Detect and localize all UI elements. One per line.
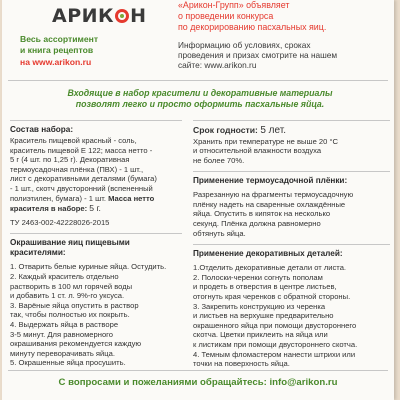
mass-line-label: красителя в наборе: xyxy=(10,204,88,214)
dyeing-step: 3. Варёные яйца опустить в раствор xyxy=(10,300,139,310)
contest-title xyxy=(178,0,390,33)
divider xyxy=(10,233,182,234)
decor-step: точки на поверхность яйца. xyxy=(193,359,290,369)
shelf-life-label: Срок годности: xyxy=(193,125,258,135)
contest-title-line: о проведении конкурса xyxy=(178,11,274,21)
mass-line xyxy=(10,203,182,214)
decor-step: 3. Закрепить конструкцию из черенка xyxy=(193,301,326,311)
decor-step: и листьев на верхушке предварительно xyxy=(193,311,334,321)
composition-line: - 1 шт., скотч двусторонний (вспененный xyxy=(10,183,153,193)
divider xyxy=(8,370,388,371)
contest-description xyxy=(178,40,390,71)
contest-announcement xyxy=(178,0,390,71)
decor-step: 1.Отделить декоративные детали от листа. xyxy=(193,263,347,273)
intro-line: позволят легко и просто оформить пасхальные яйца. xyxy=(75,99,325,109)
storage-line: не более 70%. xyxy=(193,155,245,165)
divider xyxy=(193,244,390,245)
intro-line: Входящие в набор красители и декоративные материалы xyxy=(67,88,333,98)
footer-contact xyxy=(2,377,394,388)
decor-step: 2. Полоски-черенки согнуть пополам xyxy=(193,272,323,282)
storage-line: и относительной влажности воздуха xyxy=(193,146,322,156)
divider xyxy=(193,171,390,172)
composition-line: краситель пищевой Е 122; масса нетто - xyxy=(10,145,153,155)
decor-step: окрашенного яйца при помощи двустороннего xyxy=(193,320,357,330)
dyeing-step: 5. Окрашенные яйца просушить. xyxy=(10,358,126,368)
dyeing-step: минуту переворачивать яйца. xyxy=(10,348,115,358)
dyeing-step: 4. Выдержать яйца в растворе xyxy=(10,319,119,329)
decor-step: отогнуть края черенков с обратной стороны. xyxy=(193,292,351,302)
decor-step: скотча. Цветки приклеить на яйца или xyxy=(193,330,328,340)
logo-o-icon xyxy=(115,9,129,23)
dyeing-step: так, чтобы полностью их покрыть. xyxy=(10,310,130,320)
composition-title: Состав набора: xyxy=(10,125,74,134)
mass-value: 5 г. xyxy=(89,203,101,214)
shelf-life xyxy=(193,125,390,137)
brand-tagline-2: и книга рецептов xyxy=(20,45,94,55)
composition-line: полиэтилен, бумага) - 1 шт. xyxy=(10,193,106,203)
film-text xyxy=(193,190,390,238)
footer-email-link[interactable]: info@arikon.ru xyxy=(269,377,338,388)
brand-block xyxy=(2,0,162,78)
dyeing-step: 1. Отварить белые куриные яйца. Остудить. xyxy=(10,262,167,272)
film-title: Применение термоусадочной плёнки: xyxy=(193,176,348,186)
film-line: плёнку надеть на сваренные охлаждённые xyxy=(193,199,346,209)
dyeing-title-line: Окрашивание яиц пищевыми xyxy=(10,238,130,248)
composition-line-mass xyxy=(10,194,182,204)
composition-line: термоусадочная плёнка (ПВХ) - 1 шт., xyxy=(10,164,144,174)
brand-url: на www.arikon.ru xyxy=(20,57,92,67)
composition-text xyxy=(10,136,182,214)
film-line: яйца. Опустить в кипяток на несколько xyxy=(193,209,331,219)
contest-title-line: по декорированию пасхальных яиц. xyxy=(178,22,327,32)
decor-steps xyxy=(193,263,390,369)
dyeing-step: и добавить 1 ст. л. 9%-го уксуса. xyxy=(10,291,125,301)
arikon-logo: АРИК Н xyxy=(52,5,147,27)
decor-step: 4. Темным фломастером нанести штрихи или xyxy=(193,349,356,359)
decor-step: и продеть в отверстия в центре листьев, xyxy=(193,282,337,292)
divider xyxy=(8,80,388,81)
film-line: обтянуть яйца. xyxy=(193,228,246,238)
composition-line: Краситель пищевой красный - соль, xyxy=(10,136,137,145)
dyeing-step: 3-5 минут. Для равномерного xyxy=(10,329,113,339)
dyeing-title-line: красителями: xyxy=(10,248,66,258)
dyeing-steps xyxy=(10,262,182,368)
divider xyxy=(10,120,182,121)
decor-title: Применение декоративных деталей: xyxy=(193,249,343,259)
brand-tagline-1: Весь ассортимент xyxy=(20,34,99,44)
brand-tagline xyxy=(20,34,170,56)
composition-line: 5 г (4 шт. по 1,25 г). Декоративная xyxy=(10,155,130,165)
dyeing-step: окрашивания рекомендуется каждую xyxy=(10,339,142,349)
dyeing-step: растворить в 100 мл горячей воды xyxy=(10,281,133,291)
contest-desc-line: сайте: www.arikon.ru xyxy=(178,60,257,71)
dyeing-title xyxy=(10,238,182,258)
tu-code: ТУ 2463-002-42228026-2015 xyxy=(10,217,110,227)
footer-text: С вопросами и пожеланиями обращайтесь: xyxy=(58,377,267,388)
film-line: секунд. Плёнка должна равномерно xyxy=(193,219,321,229)
storage-text xyxy=(193,137,390,166)
contest-desc-line: проведения и призах смотрите на нашем xyxy=(178,50,338,61)
divider xyxy=(193,120,390,121)
left-column xyxy=(10,116,182,368)
contest-desc-line: Информацию об условиях, сроках xyxy=(178,40,311,50)
package-back-label xyxy=(2,0,394,400)
right-column xyxy=(193,116,390,369)
dyeing-step: 2. Каждый краситель отдельно xyxy=(10,271,119,281)
intro-text xyxy=(14,88,386,110)
contest-title-line: «Арикон-Групп» объявляет xyxy=(178,0,290,10)
decor-step: к листикам при помощи двустороннего скотча. xyxy=(193,340,358,349)
composition-line: лист с декоративными деталями (бумага) xyxy=(10,174,157,184)
film-line: Разрезанную на фрагменты термоусадочную xyxy=(193,190,354,200)
shelf-life-value: 5 лет. xyxy=(260,125,286,136)
mass-label: Масса нетто xyxy=(108,193,155,203)
storage-line: Хранить при температуре не выше 20 °С xyxy=(193,136,338,146)
